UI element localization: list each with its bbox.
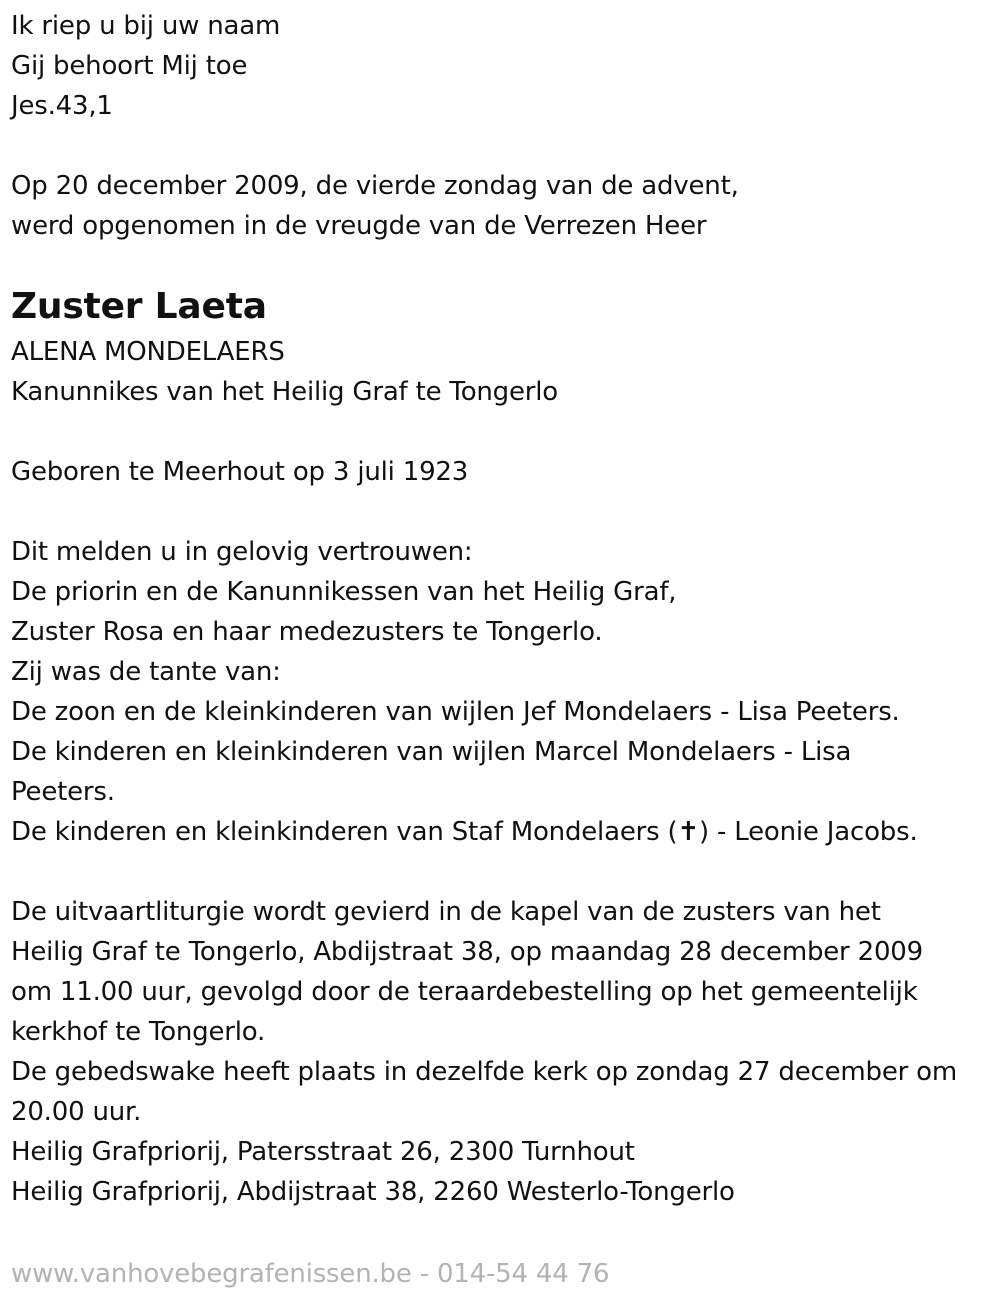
announcement-line: Zuster Rosa en haar medezusters te Tongerlo.: [11, 617, 603, 647]
funeral-section: [11, 892, 991, 1212]
funeral-line: Heilig Grafpriorij, Abdijstraat 38, 2260 Westerlo-Tongerlo: [11, 1177, 735, 1207]
intro-line: Op 20 december 2009, de vierde zondag van de advent,: [11, 171, 739, 201]
deceased-order: Kanunnikes van het Heilig Graf te Tongerlo: [11, 377, 558, 407]
intro-text: [11, 166, 991, 246]
funeral-line: Heilig Graf te Tongerlo, Abdijstraat 38, op maandag 28 december 2009: [11, 937, 923, 967]
spacer: [11, 126, 991, 166]
funeral-line: kerkhof te Tongerlo.: [11, 1017, 266, 1047]
obituary-document: [11, 6, 991, 1212]
funeral-line: Heilig Grafpriorij, Patersstraat 26, 2300 Turnhout: [11, 1137, 635, 1167]
announcement-line: Peeters.: [11, 777, 115, 807]
announcement-line: De kinderen en kleinkinderen van wijlen Marcel Mondelaers - Lisa: [11, 737, 852, 767]
footer-contact: www.vanhovebegrafenissen.be - 014-54 44 76: [11, 1259, 610, 1289]
verse-line: Gij behoort Mij toe: [11, 51, 248, 81]
announcement-line: De zoon en de kleinkinderen van wijlen Jef Mondelaers - Lisa Peeters.: [11, 697, 900, 727]
birth-info: Geboren te Meerhout op 3 juli 1923: [11, 457, 469, 487]
verse-line: Ik riep u bij uw naam: [11, 11, 281, 41]
spacer: [11, 852, 991, 892]
funeral-line: om 11.00 uur, gevolgd door de teraardebestelling op het gemeentelijk: [11, 977, 918, 1007]
verse-reference: Jes.43,1: [11, 91, 113, 121]
funeral-line: De gebedswake heeft plaats in dezelfde kerk op zondag 27 december om: [11, 1057, 958, 1087]
deceased-name: ALENA MONDELAERS: [11, 337, 285, 367]
spacer: [11, 492, 991, 532]
bible-verse: [11, 6, 991, 126]
announcement-line: De priorin en de Kanunnikessen van het Heilig Graf,: [11, 577, 677, 607]
funeral-line: De uitvaartliturgie wordt gevierd in de kapel van de zusters van het: [11, 897, 881, 927]
announcement-line: Dit melden u in gelovig vertrouwen:: [11, 537, 473, 567]
funeral-line: 20.00 uur.: [11, 1097, 142, 1127]
announcement-line: Zij was de tante van:: [11, 657, 281, 687]
spacer: [11, 412, 991, 452]
deceased-title: Zuster Laeta: [11, 286, 267, 327]
announcement-section: [11, 532, 991, 852]
intro-line: werd opgenomen in de vreugde van de Verrezen Heer: [11, 211, 707, 241]
announcement-line: De kinderen en kleinkinderen van Staf Mondelaers (✝) - Leonie Jacobs.: [11, 817, 918, 847]
